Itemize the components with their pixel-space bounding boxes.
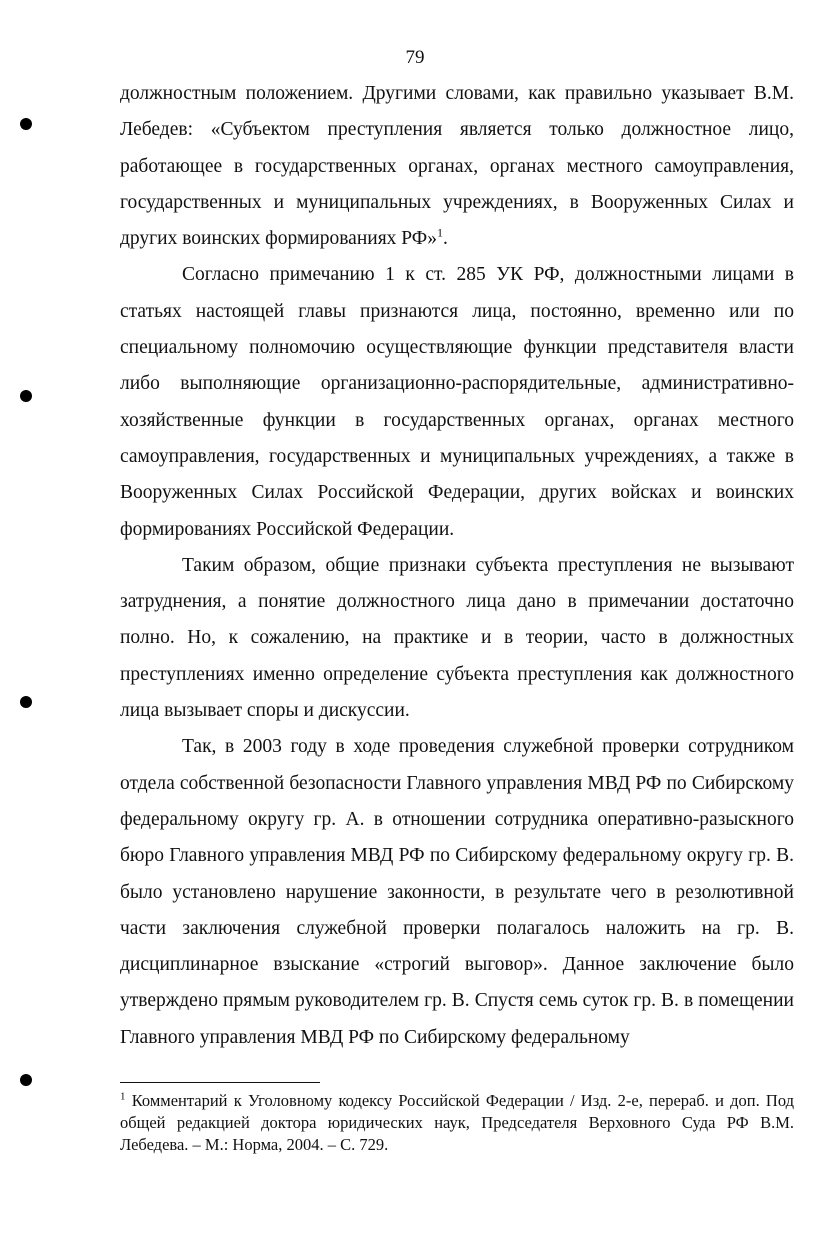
punch-hole-mark [20, 696, 32, 708]
footnote-marker: 1 [120, 1090, 126, 1103]
footnote-text: Комментарий к Уголовному кодексу Российской Федерации / Изд. 2-е, перераб. и доп. Под общей редакцией доктора юридических наук, Председателя Верховного Суда РФ В.М. Лебедева. – М.: Норма, 2004. – С. 729. [120, 1091, 794, 1154]
footnote-separator [120, 1082, 320, 1083]
footnote [120, 1090, 794, 1156]
paragraph: Таким образом, общие признаки субъекта преступления не вызывают затруднения, а понятие должностного лица дано в примечании достаточно полно. Но, к сожалению, на практике и в теории, часто в должностных преступлениях именно определение субъекта преступления как должностного лица вызывает споры и дискуссии. [120, 554, 794, 722]
paragraph: Согласно примечанию 1 к ст. 285 УК РФ, должностными лицами в статьях настоящей главы признаются лица, постоянно, временно или по специальному полномочию осуществляющие функции представителя власти либо выполняющие организационно-распорядительные, административно-хозяйственные функции в государственных органах, органах местного самоуправления, государственных и муниципальных учреждениях, а также в Вооруженных Силах Российской Федерации, других войсках и воинских формированиях Российской Федерации. [120, 264, 794, 540]
footnote-reference[interactable]: 1 [436, 225, 443, 240]
body-text [120, 76, 794, 1056]
paragraph-tail: . [442, 228, 448, 250]
punch-hole-mark [20, 118, 32, 130]
page-number: 79 [405, 47, 425, 68]
paragraph [120, 76, 794, 257]
punch-hole-mark [20, 390, 32, 402]
punch-hole-mark [20, 1074, 32, 1086]
paragraph: Так, в 2003 году в ходе проведения служебной проверки сотрудником отдела собственной безопасности Главного управления МВД РФ по Сибирскому федеральному округу гр. А. в отношении сотрудника оперативно-разыскного бюро Главного управления МВД РФ по Сибирскому федеральному округу гр. В. было установлено нарушение законности, в результате чего в резолютивной части заключения служебной проверки полагалось наложить на гр. В. дисциплинарное взыскание «строгий выговор». Данное заключение было утверждено прямым руководителем гр. В. Спустя семь суток гр. В. в помещении Главного управления МВД РФ по Сибирскому федеральному [120, 736, 794, 1048]
paragraph-text: должностным положением. Другими словами, как правильно указывает В.М. Лебедев: «Субъектом преступления является только должностное лицо, работающее в государственных органах, органах местного самоуправления, государственных и муниципальных учреждениях, в Вооруженных Силах и других воинских формированиях РФ» [120, 83, 794, 250]
